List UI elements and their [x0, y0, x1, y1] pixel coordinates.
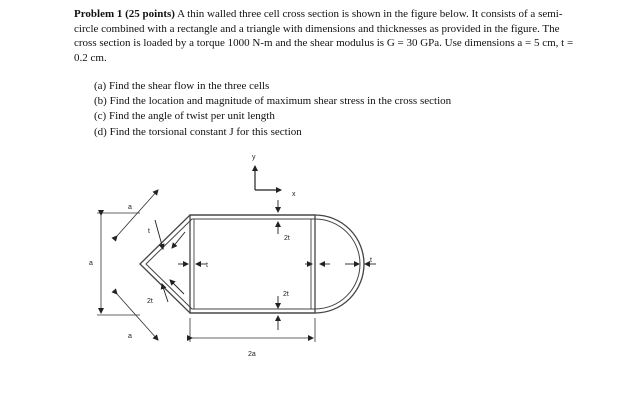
label-2t-triangle: 2t [147, 298, 153, 305]
label-t-triangle: t [148, 228, 150, 235]
label-t-mid-web: t [206, 262, 208, 269]
cross-section [140, 215, 364, 313]
label-2t-top: 2t [284, 235, 290, 242]
label-a-triangle-top: a [128, 204, 132, 211]
label-a-triangle-bottom: a [128, 333, 132, 340]
outer-wall [140, 215, 364, 313]
question-b: (b) Find the location and magnitude of maximum shear stress in the cross section [94, 95, 452, 108]
label-2a: 2a [248, 351, 256, 358]
question-c: (c) Find the angle of twist per unit length [94, 110, 275, 123]
question-a: (a) Find the shear flow in the three cells [94, 80, 270, 92]
problem-title: Problem 1 (25 points) [74, 8, 175, 20]
axis-y-label: y [252, 154, 256, 161]
question-d: (d) Find the torsional constant J for this section [94, 125, 302, 138]
problem-text: A thin walled three cell cross section is shown in the figure below. It consists of a semi-circle combined with a rectangle and a triangle with dimensions and thicknesses as provided in the figure. The cross section is loaded by a torque 1000 N-m and the shear modulus is G = 30 GPa. Use dimensions a = 5 cm, t = 0.2 cm. [74, 8, 574, 64]
label-a-left: a [89, 260, 93, 267]
label-t-semicircle: t [370, 257, 372, 264]
rectangular-cell-inner [194, 219, 311, 309]
rectangular-cell [190, 215, 315, 313]
label-2t-bottom: 2t [283, 291, 289, 298]
axis-x-label: x [292, 191, 296, 198]
